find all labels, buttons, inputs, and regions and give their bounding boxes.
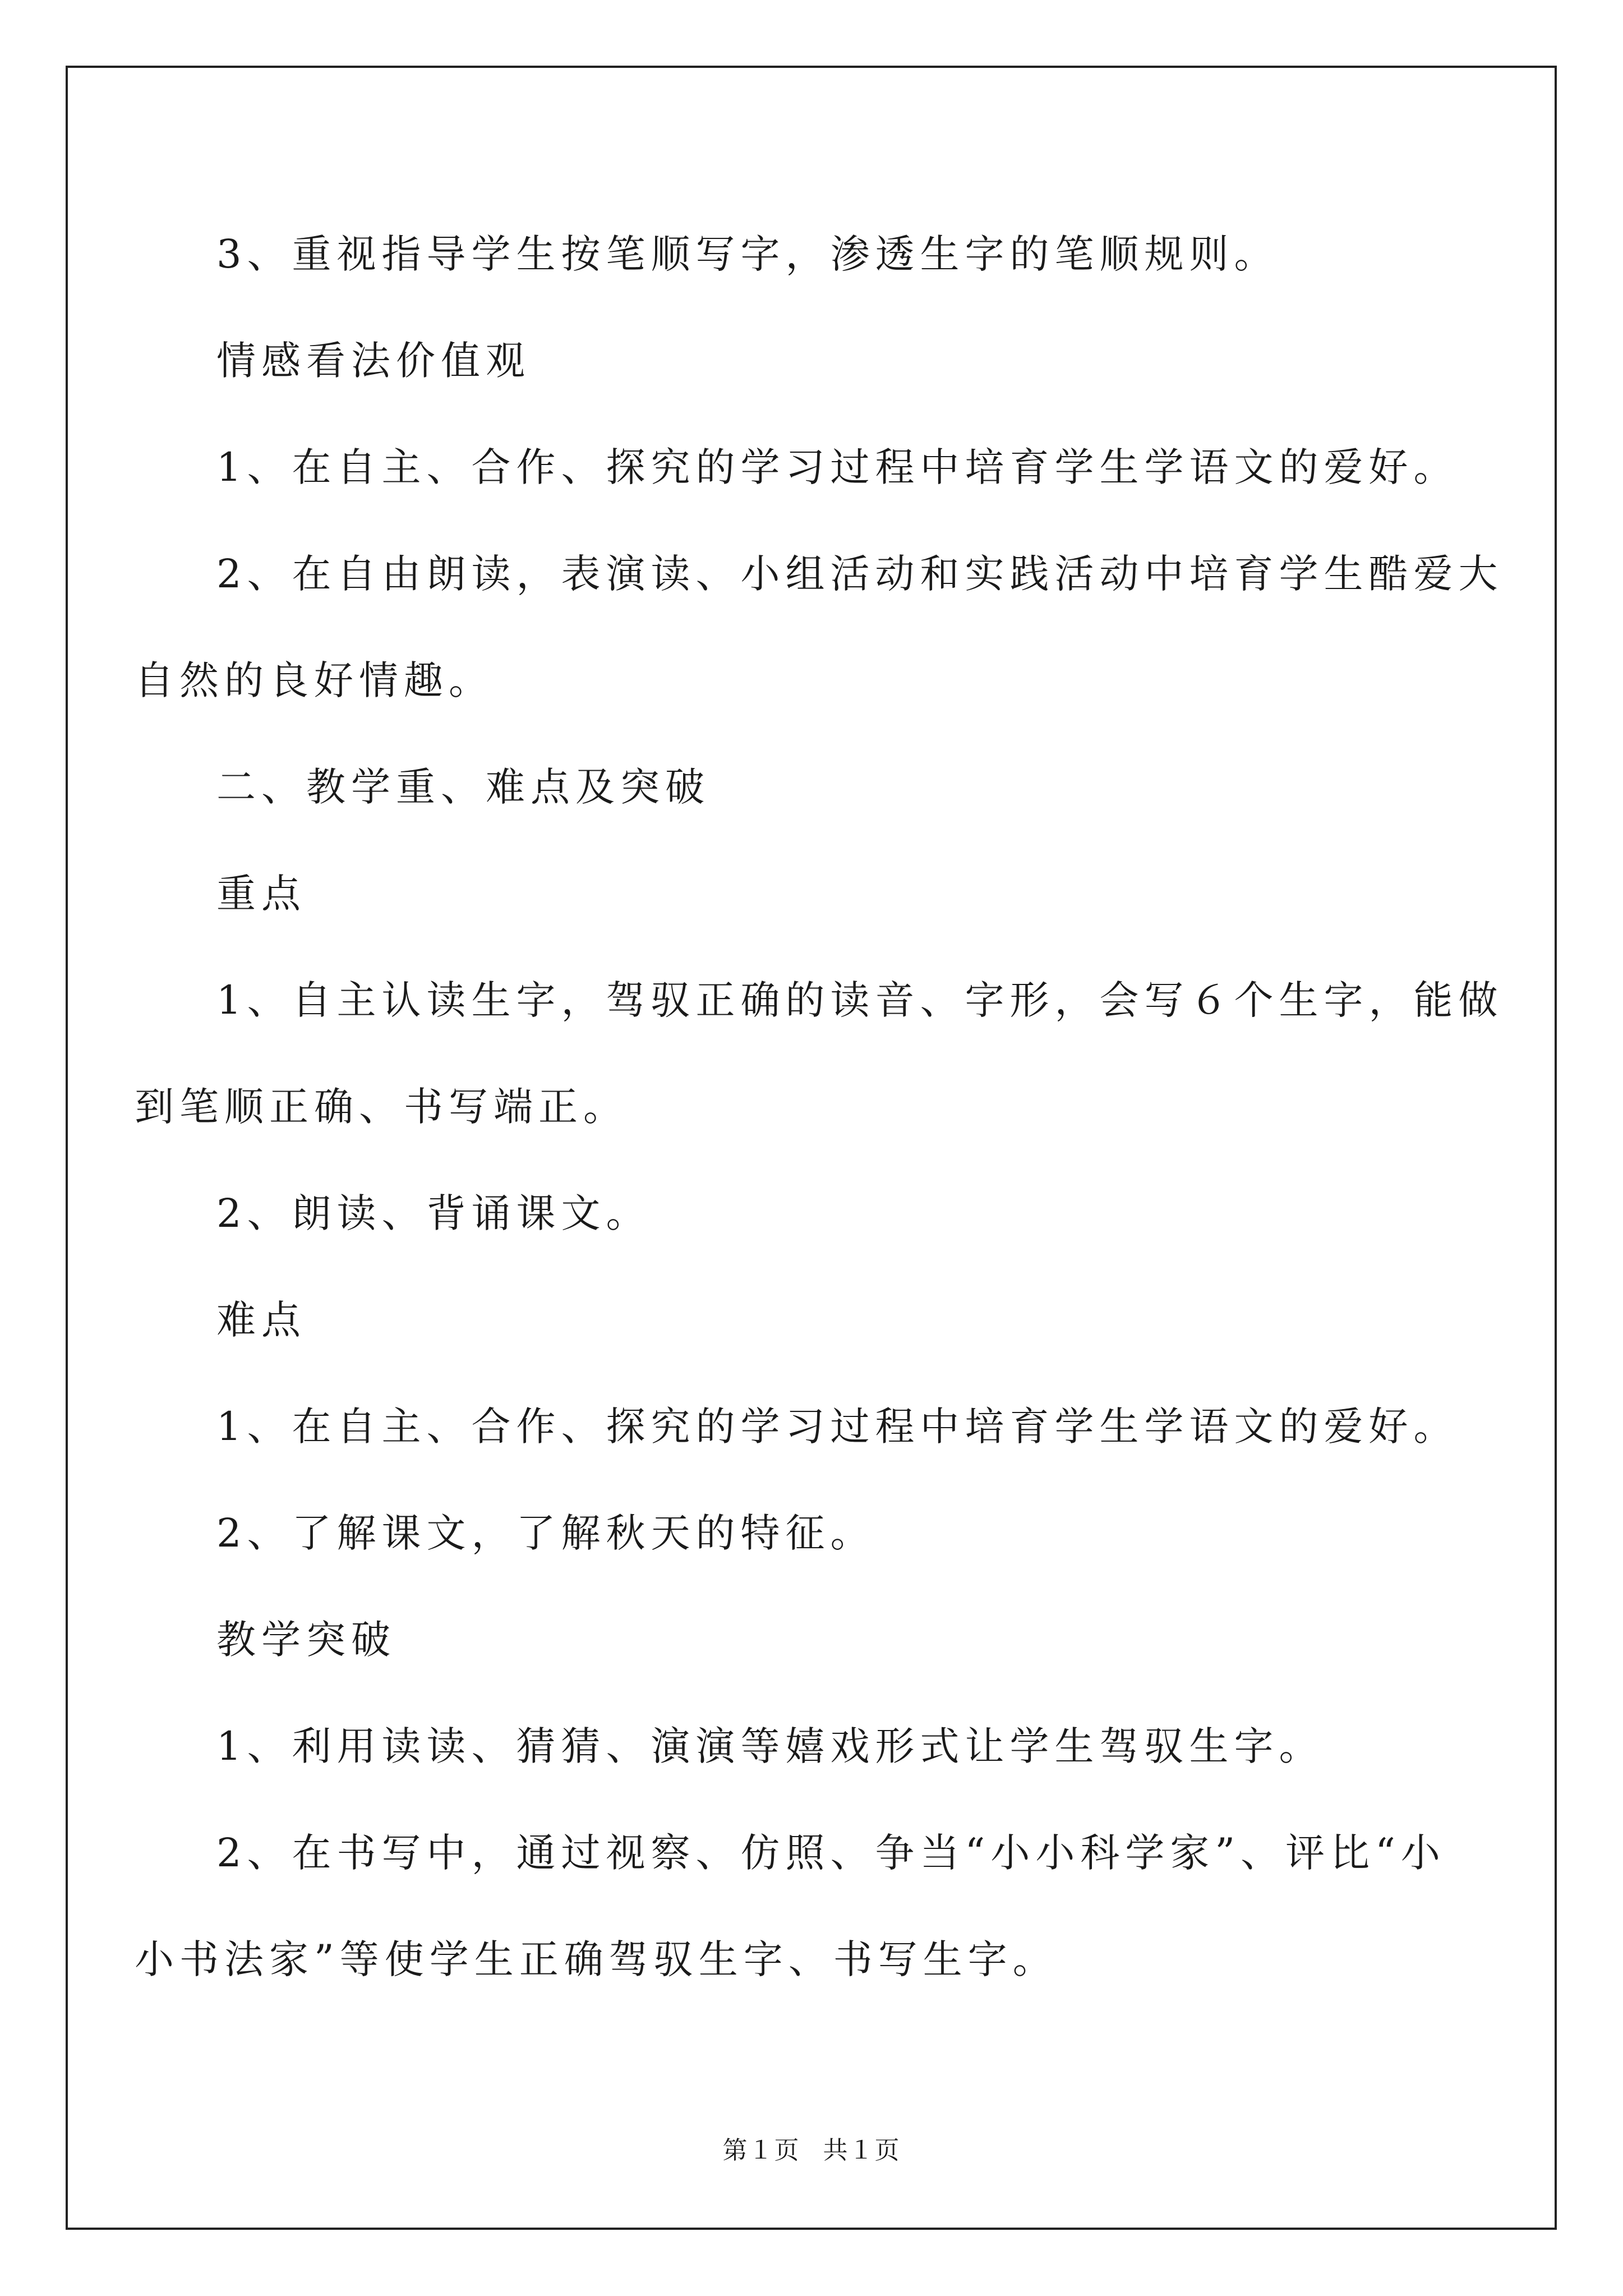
paragraph: 1、自主认读生字，驾驭正确的读音、字形，会写６个生字，能做 — [216, 977, 1504, 1023]
page-border — [66, 66, 1557, 2230]
paragraph: 1、利用读读、猜猜、演演等嬉戏形式让学生驾驭生字。 — [216, 1723, 1324, 1769]
page-footer — [0, 2130, 1623, 2166]
paragraph: 2、在自由朗读，表演读、小组活动和实践活动中培育学生酷爱大 — [216, 551, 1504, 597]
paragraph: 2、了解课文，了解秋天的特征。 — [216, 1510, 875, 1556]
paragraph: 2、朗读、背诵课文。 — [216, 1190, 651, 1236]
paragraph-continuation: 小书法家”等使学生正确驾驭生字、书写生字。 — [135, 1936, 1058, 1982]
section-heading: 情感看法价值观 — [216, 338, 531, 384]
page-number-current: 第１页 — [722, 2137, 800, 2164]
page-number-total: 共１页 — [823, 2137, 901, 2164]
section-heading: 难点 — [216, 1297, 306, 1343]
paragraph-continuation: 到笔顺正确、书写端正。 — [135, 1084, 628, 1130]
paragraph-continuation: 自然的良好情趣。 — [135, 657, 494, 703]
section-heading: 二、教学重、难点及突破 — [216, 764, 710, 810]
section-heading: 重点 — [216, 871, 306, 917]
paragraph: 1、在自主、合作、探究的学习过程中培育学生学语文的爱好。 — [216, 1404, 1459, 1450]
paragraph: 2、在书写中，通过视察、仿照、争当“小小科学家”、评比“小 — [216, 1830, 1446, 1876]
section-heading: 教学突破 — [216, 1617, 396, 1663]
paragraph: 1、在自主、合作、探究的学习过程中培育学生学语文的爱好。 — [216, 444, 1459, 490]
paragraph: 3、重视指导学生按笔顺写字，渗透生字的笔顺规则。 — [216, 231, 1279, 277]
